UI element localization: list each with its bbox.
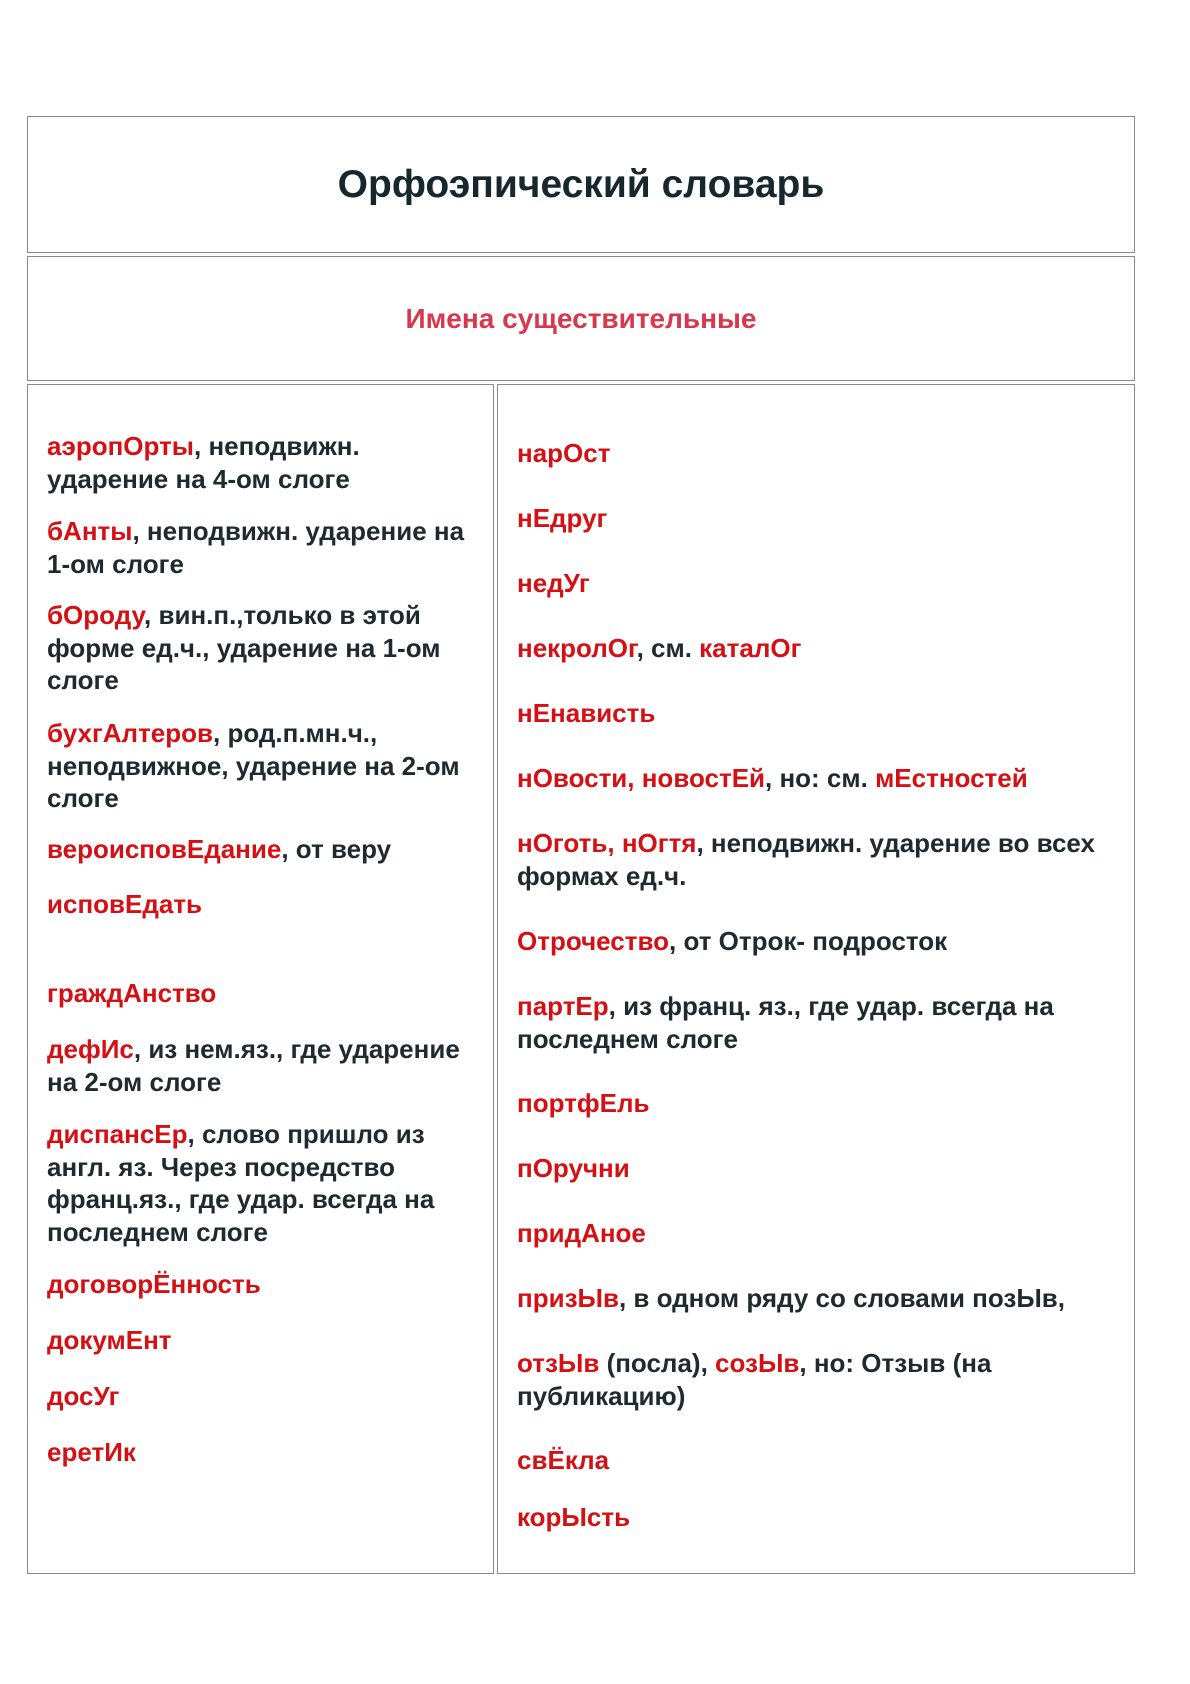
entry-novosti: нОвости, новостЕй, но: см. мЕстностей — [517, 763, 1028, 793]
entry-pridanoe: придАное — [517, 1218, 646, 1248]
entry-veroispovedanie: вероисповЕдание, от веру — [47, 834, 392, 864]
right-column — [497, 384, 1135, 1574]
entry-otzyv: отзЫв (посла), созЫв, но: Отзыв (на публикацию) — [517, 1348, 992, 1411]
entry-dokument: докумЕнт — [47, 1325, 172, 1355]
entry-grazhdanstvo: граждАнство — [47, 978, 217, 1008]
entry-prizyv: призЫв, в одном ряду со словами позЫв, — [517, 1283, 1065, 1313]
entry-koryst: корЫсть — [517, 1502, 631, 1532]
entry-svekla: свЁкла — [517, 1445, 610, 1475]
entry-narost: нарОст — [517, 438, 611, 468]
entry-dogovorennost: договорЁнность — [47, 1269, 261, 1299]
entry-eretik: еретИк — [47, 1437, 136, 1467]
entry-dosug: досУг — [47, 1381, 120, 1411]
entry-nenavist: нЕнависть — [517, 698, 656, 728]
entry-portfel: портфЕль — [517, 1088, 650, 1118]
page-title: Орфоэпический словарь — [337, 162, 825, 206]
entry-borodu: бОроду, вин.п.,только в этой форме ед.ч., ударение на 1-ом слоге — [47, 600, 441, 695]
entry-banty: бАнты, неподвижн. ударение на 1-ом слоге — [47, 516, 465, 579]
entry-ispovedat: исповЕдать — [47, 889, 203, 919]
header-box — [27, 116, 1135, 253]
entry-nekrolog: некролОг, см. каталОг — [517, 633, 802, 663]
entry-dispanser: диспансЕр, слово пришло из англ. яз. Через посредство франц.яз., где удар. всегда на последнем слоге — [47, 1119, 435, 1247]
entry-nedrug: нЕдруг — [517, 503, 608, 533]
entry-aeroporty: аэропОрты, неподвижн. ударение на 4-ом слоге — [47, 431, 360, 494]
entry-bukhgalterov: бухгАлтеров, род.п.мн.ч., неподвижное, ударение на 2-ом слоге — [47, 718, 460, 813]
section-title: Имена существительные — [405, 302, 757, 334]
entry-parter: партЕр, из франц. яз., где удар. всегда на последнем слоге — [517, 991, 1054, 1054]
entry-nogot: нОготь, нОгтя, неподвижн. ударение во всех формах ед.ч. — [517, 828, 1096, 891]
entry-otrochestvo: Отрочество, от Отрок- подросток — [517, 926, 948, 956]
entry-poruchni: пОручни — [517, 1153, 630, 1183]
entry-nedug: недУг — [517, 568, 590, 598]
section-header-box — [27, 256, 1135, 381]
left-column — [27, 384, 494, 1574]
entry-defis: дефИс, из нем.яз., где ударение на 2-ом слоге — [47, 1034, 460, 1097]
